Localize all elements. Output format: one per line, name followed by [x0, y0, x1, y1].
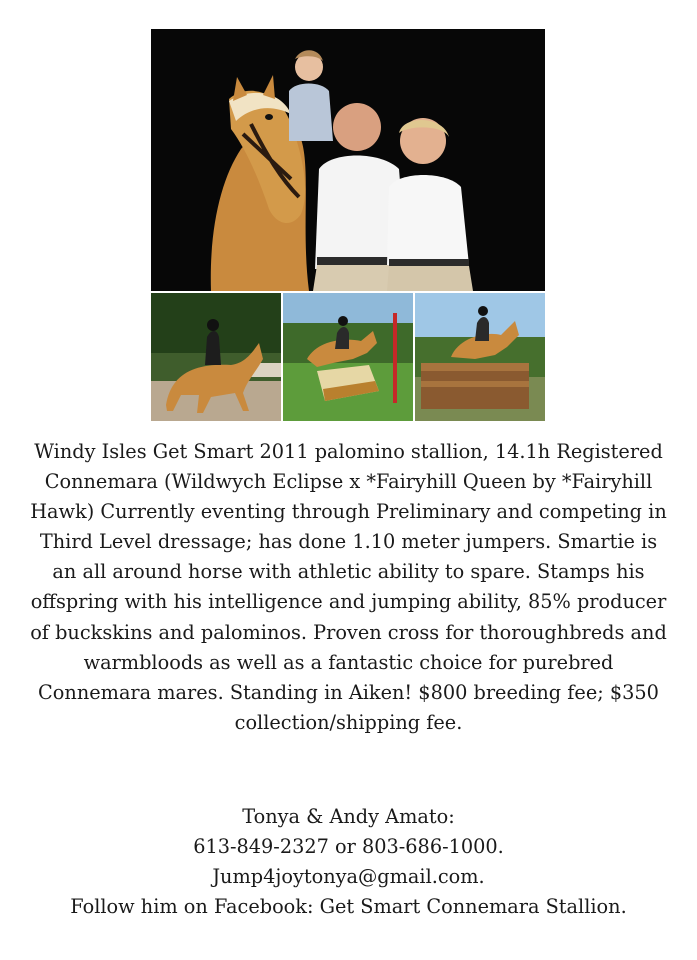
- contact-facebook: Follow him on Facebook: Get Smart Connemara Stallion.: [70, 895, 627, 918]
- contact-email: Jump4joytonya@gmail.com.: [212, 865, 485, 888]
- main-photo: [151, 29, 545, 291]
- ad-description: Windy Isles Get Smart 2011 palomino stallion, 14.1h Registered Connemara (Wildwych Eclipse x *Fairyhill Queen by *Fairyhill Hawk) Currently eventing through Preliminary and competing in Third Level dressage; has done 1.10 meter jumpers. Smartie is an all around horse with athletic ability to spare. Stamps his offspring with his intelligence and jumping ability, 85% producer of buckskins and palominos. Proven cross for thoroughbreds and warmbloods as well as a fantastic choice for purebred Connemara mares. Standing in Aiken! $800 breeding fee; $350 collection/shipping fee.: [30, 440, 667, 734]
- contact-names: Tonya & Andy Amato:: [242, 805, 455, 828]
- contact-block: [20, 802, 677, 922]
- contact-phones: 613-849-2327 or 803-686-1000.: [193, 835, 504, 858]
- cross-country-photo-2: [415, 293, 545, 421]
- horse-family-photo: [151, 29, 545, 291]
- cross-country-photo-1: [283, 293, 413, 421]
- dressage-photo: [151, 293, 281, 421]
